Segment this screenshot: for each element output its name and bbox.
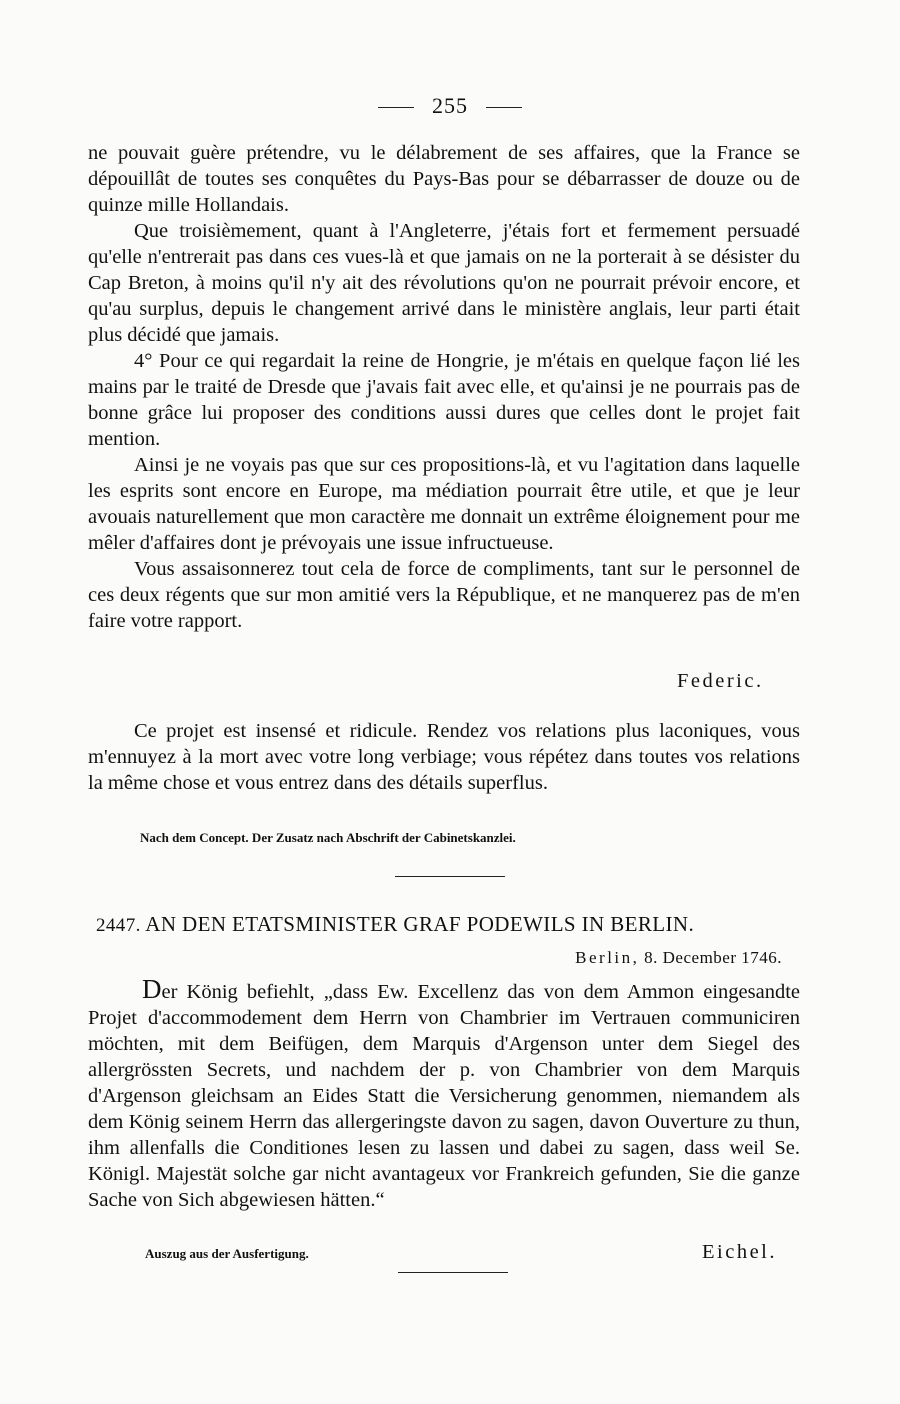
source-note-2: Auszug aus der Ausfertigung. bbox=[145, 1246, 309, 1261]
letter-title: AN DEN ETATSMINISTER GRAF PODEWILS IN BERLIN. bbox=[145, 912, 695, 936]
letter-2-text: er König befiehlt, „dass Ew. Excellenz das von dem Ammon eingesandte Projet d'accommodement dem Herrn von Chambrier im Vertrauen communiciren möchten, mit dem Beifügen, dem Marquis d'Argenson unter dem Siegel des allergrössten Secrets, und nachdem der p. von Chambrier von dem Marquis d'Argenson gleichsam an Eides Statt die Versicherung genommen, niemandem als dem König seinem Herrn das allergeringste davon zu sagen, davon Ouverture zu thun, ihm allenfalls die Conditiones lesen zu lassen und dabei zu sagen, dass weil Se. Königl. Majestät solche gar nicht avantageux vor Frankreich gefunden, Sie die ganze Sache von Sich abgewiesen hätten.“ bbox=[88, 981, 800, 1211]
letter-2-body bbox=[88, 976, 800, 1213]
date-value: 8. December 1746. bbox=[644, 948, 782, 967]
page-number: 255 bbox=[432, 93, 468, 118]
drop-cap: D bbox=[142, 974, 162, 1004]
header-dash-left bbox=[378, 107, 414, 108]
postscript: Ce projet est insensé et ridicule. Rendez vos relations plus laconiques, vous m'ennuyez à la mort avec votre long verbiage; vous répétez dans toutes vos relations la même chose et vous entrez dans des détails superflus. bbox=[88, 720, 800, 794]
letter-2-heading bbox=[96, 912, 694, 937]
paragraph-mediation: Ainsi je ne voyais pas que sur ces propositions-là, et vu l'agitation dans laquelle les esprits sont encore en Europe, ma médiation pourrait être utile, et que je leur avouais naturellement que mon caractère me donnait un extrême éloignement pour me mêler d'affaires dont je prévoyais une issue infructueuse. bbox=[88, 454, 800, 554]
letter-1-body bbox=[88, 140, 800, 634]
date-place: Berlin, bbox=[575, 948, 640, 967]
paragraph-hungary: 4° Pour ce qui regardait la reine de Hongrie, je m'étais en quelque façon lié les mains par le traité de Dresde que j'avais fait avec elle, et qu'ainsi je ne pourrais pas de bonne grâce lui proposer des conditions aussi dures que celles dont le projet fait mention. bbox=[88, 350, 800, 450]
signature-federic: Federic. bbox=[677, 670, 764, 692]
page-header bbox=[0, 93, 900, 119]
letter-2-paragraph bbox=[88, 976, 800, 1213]
paragraph-england: Que troisièmement, quant à l'Angleterre, j'étais fort et fermement persuadé qu'elle n'entrerait pas dans ces vues-là et que jamais on ne la porterait à se désister du Cap Breton, à moins qu'il n'y ait des révolutions qu'on ne pourrait prévoir encore, et qu'au surplus, depuis le changement arrivé dans le ministère anglais, leur parti était plus décidé que jamais. bbox=[88, 220, 800, 346]
header-dash-right bbox=[486, 107, 522, 108]
signature-eichel: Eichel. bbox=[702, 1241, 777, 1263]
footer-divider bbox=[398, 1272, 508, 1273]
paragraph-compliments: Vous assaisonnerez tout cela de force de compliments, tant sur le personnel de ces deux régents que sur mon amitié vers la République, et ne manquerez pas de m'en faire votre rapport. bbox=[88, 558, 800, 632]
paragraph-continued: ne pouvait guère prétendre, vu le délabrement de ses affaires, que la France se dépouillât de toutes ses conquêtes du Pays-Bas pour se débarrasser de douze ou de quinze mille Hollandais. bbox=[88, 142, 800, 216]
source-note-1: Nach dem Concept. Der Zusatz nach Abschrift der Cabinetskanzlei. bbox=[140, 830, 516, 845]
section-divider bbox=[395, 876, 505, 877]
dateline bbox=[575, 948, 782, 968]
letter-number: 2447. bbox=[96, 915, 141, 936]
postscript-block bbox=[88, 718, 800, 796]
